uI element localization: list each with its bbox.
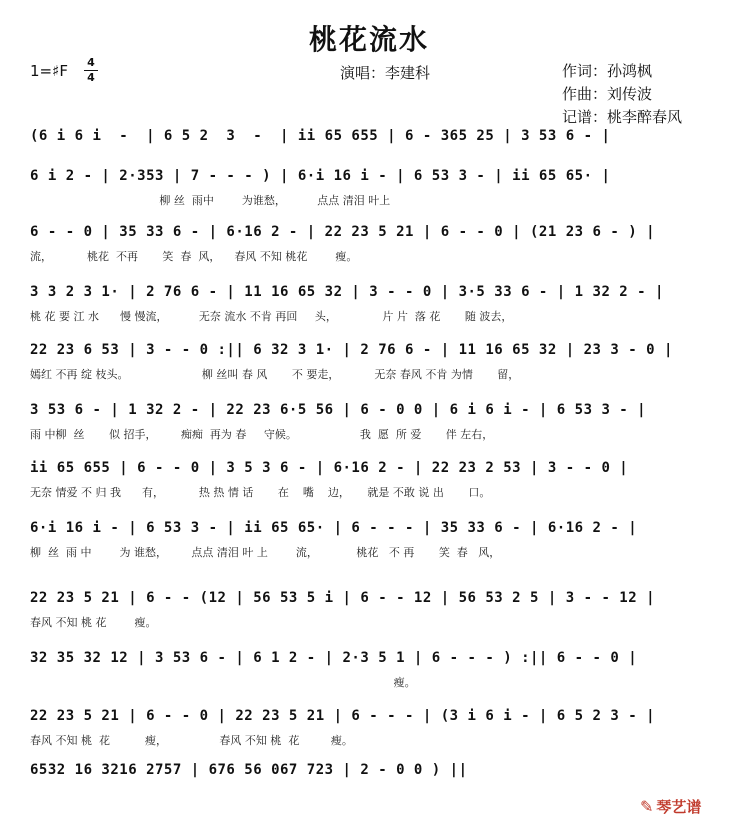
notation-line: 3 53 6 - | 1 32 2 - | 22 23 6·5 56 | 6 - 0 0 | 6 i 6 i - | 6 53 3 - |: [30, 402, 647, 418]
singer-credit: 演唱：李建科: [340, 64, 431, 82]
page-title: 桃花流水: [308, 23, 429, 56]
notation-line: 6·i 16 i - | 6 53 3 - | ii 65 65· | 6 - - - | 35 33 6 - | 6·16 2 - |: [30, 520, 638, 536]
composer-credit: 作曲：刘传波: [562, 85, 653, 103]
lyrics-line: 柳 丝 雨 中 为 谁愁， 点点 清泪 叶 上 流， 桃花 不 再 笑 春 风，: [30, 546, 501, 559]
meter-top: 4: [87, 56, 95, 69]
key-signature: 1=♯F: [30, 62, 68, 80]
transcriber-credit: 记谱：桃李醉春风: [562, 108, 683, 126]
notation-line: ii 65 655 | 6 - - 0 | 3 5 3 6 - | 6·16 2 - | 22 23 2 53 | 3 - - 0 |: [30, 460, 629, 476]
watermark-text: 琴艺谱: [656, 798, 702, 816]
meter-bottom: 4: [87, 71, 95, 84]
lyrics-line: 瘦。: [30, 676, 416, 689]
lyrics-line: 无奈 情爱 不 归 我 有， 热 热 情 话 在 嘴 边， 就是 不敢 说 出 口。: [30, 486, 491, 499]
lyrics-line: 桃 花 要 江 水 慢 慢流， 无奈 流水 不肯 再回 头， 片 片 落 花 随 波去，: [30, 310, 513, 323]
notation-line: 6 - - 0 | 35 33 6 - | 6·16 2 - | 22 23 5 21 | 6 - - 0 | (21 23 6 - ) |: [30, 224, 656, 240]
lyrics-line: 春风 不知 桃 花 瘦， 春风 不知 桃 花 瘦。: [30, 734, 353, 747]
notation-line: 22 23 5 21 | 6 - - (12 | 56 53 5 i | 6 - - 12 | 56 53 2 5 | 3 - - 12 |: [30, 590, 656, 606]
logo-icon: ✎: [640, 797, 654, 816]
notation-line: 32 35 32 12 | 3 53 6 - | 6 1 2 - | 2·3 5 1 | 6 - - - ) :|| 6 - - 0 |: [30, 650, 638, 666]
notation-line: 22 23 5 21 | 6 - - 0 | 22 23 5 21 | 6 - - - | (3 i 6 i - | 6 5 2 3 - |: [30, 708, 656, 724]
notation-line: 6532 16 3216 2757 | 676 56 067 723 | 2 - 0 0 ) ||: [30, 762, 468, 778]
notation-line: 3 3 2 3 1· | 2 76 6 - | 11 16 65 32 | 3 - - 0 | 3·5 33 6 - | 1 32 2 - |: [30, 284, 664, 300]
lyrics-line: 雨 中柳 丝 似 招手， 痴痴 再为 春 守候。 我 愿 所 爱 伴 左右，: [30, 428, 494, 441]
notation-line: 6 i 2 - | 2·353 | 7 - - - ) | 6·i 16 i - | 6 53 3 - | ii 65 65· |: [30, 168, 611, 184]
credits-block: [562, 60, 682, 129]
watermark-logo: [640, 796, 701, 817]
lyricist-credit: 作词：孙鸿枫: [562, 62, 653, 80]
time-signature: [84, 57, 98, 84]
lyrics-line: 流， 桃花 不再 笑 春 风， 春风 不知 桃花 瘦。: [30, 250, 358, 263]
lyrics-line: 春风 不知 桃 花 瘦。: [30, 616, 157, 629]
lyrics-line: 柳 丝 雨中 为谁愁， 点点 清泪 叶上: [30, 194, 391, 207]
notation-line: 22 23 6 53 | 3 - - 0 :|| 6 32 3 1· | 2 76 6 - | 11 16 65 32 | 23 3 - 0 |: [30, 342, 673, 358]
notation-line: (6 i 6 i - | 6 5 2 3 - | ii 65 655 | 6 - 365 25 | 3 53 6 - |: [30, 128, 611, 144]
lyrics-line: 嫣红 不再 绽 枝头。 柳 丝叫 春 风 不 要走， 无奈 春风 不肯 为情 留，: [30, 368, 520, 381]
